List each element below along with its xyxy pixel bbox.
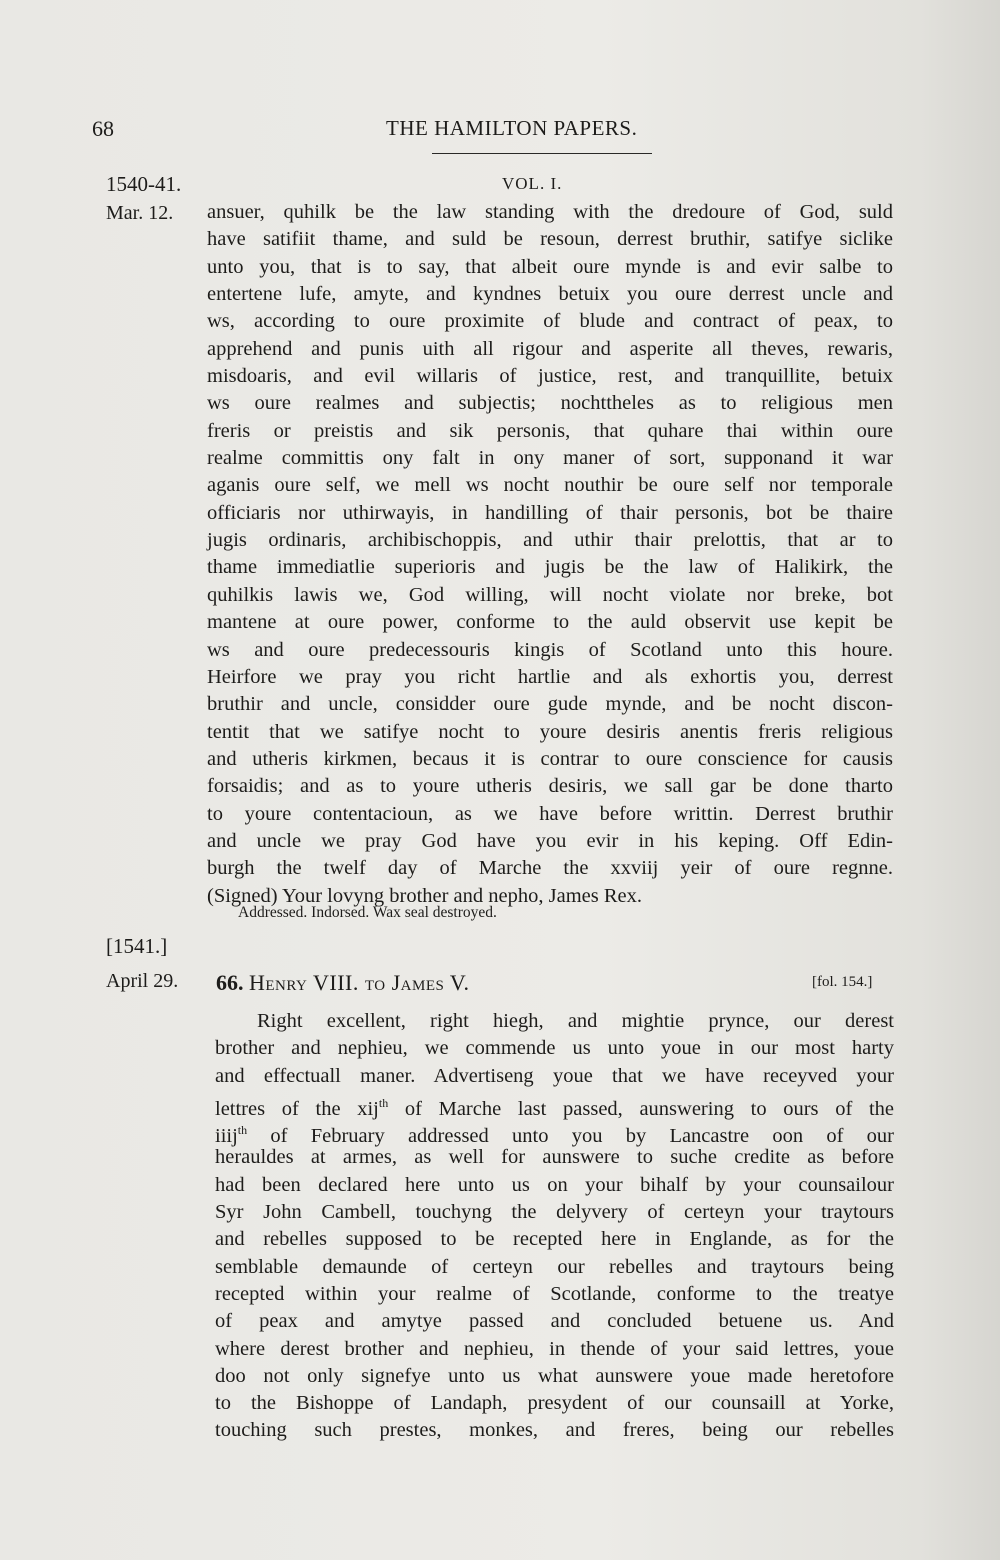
running-title: THE HAMILTON PAPERS. — [386, 116, 638, 140]
text-line: thame immediatlie superioris and jugis be the law of Halikirk, the — [207, 556, 893, 579]
ordinal-suffix: th — [237, 1123, 248, 1138]
text-line: bruthir and uncle, considder oure gude mynde, and be nocht discon- — [207, 693, 893, 716]
text-line: and effectuall maner. Advertiseng youe that we have receyved your — [215, 1064, 894, 1087]
text-line: officiaris nor uthirwayis, in handilling of thair personis, bot be thaire — [207, 501, 893, 524]
text-line: apprehend and punis uith all rigour and asperite all theves, rewaris, — [207, 337, 893, 360]
text-line: unto you, that is to say, that albeit oure mynde is and evir salbe to — [207, 255, 893, 278]
text-line: brother and nephieu, we commende us unto youe in our most harty — [215, 1037, 894, 1060]
text-line: had been declared here unto us on your bihalf by your counsailour — [215, 1173, 894, 1196]
text-line: iiij$^{th}$ of February addressed unto you by Lancastre oon of our — [215, 1123, 894, 1148]
text-line: lettres of the xij$^{th}$ of Marche last passed, aunswering to ours of the — [215, 1095, 894, 1120]
text-line: entertene lufe, amyte, and kyndnes betuix you oure derrest uncle and — [207, 283, 893, 306]
text-line: Heirfore we pray you richt hartlie and als exhortis you, derrest — [207, 665, 893, 688]
endorsement-note: Addressed. Indorsed. Wax seal destroyed. — [238, 904, 497, 921]
text-line: aganis oure self, we mell ws nocht nouthir be oure self nor temporale — [207, 474, 893, 497]
text-line: semblable demaunde of certeyn our rebelles and traytours being — [215, 1255, 894, 1278]
text-line: Syr John Cambell, touchyng the delyvery of certeyn your traytours — [215, 1201, 894, 1224]
text-line: ws, according to oure proximite of blude and contract of peax, to — [207, 310, 893, 333]
text-line: ws oure realmes and subjectis; nochttheles as to religious men — [207, 392, 893, 415]
entry1-text — [207, 199, 893, 910]
text-line: and rebelles supposed to be recepted here in Englande, as for the — [215, 1228, 894, 1251]
text-line: burgh the twelf day of Marche the xxviij yeir of oure regnne. — [207, 857, 893, 880]
text-line: recepted within your realme of Scotlande, conforme to the treatye — [215, 1282, 894, 1305]
entry1-date: Mar. 12. — [106, 202, 174, 224]
text-line: ansuer, quhilk be the law standing with the dredoure of God, suld — [207, 201, 893, 223]
text-line: quhilkis lawis we, God willing, will nocht violate nor breke, bot — [207, 583, 893, 606]
text-line: forsaidis; and as to youre utheris desiris, we sall gar be done tharto — [207, 775, 893, 798]
text-line: to the Bishoppe of Landaph, presydent of our counsaill at Yorke, — [215, 1392, 894, 1415]
text-line: realme committis ony falt in ony maner of sort, supponand it war — [207, 447, 893, 470]
page-number: 68 — [92, 116, 114, 141]
year-range: 1540-41. — [106, 172, 182, 196]
text-line: Right excellent, right hiegh, and mightie prynce, our derest — [257, 1010, 894, 1032]
entry2-year: [1541.] — [106, 934, 168, 958]
text-line: to youre contentacioun, as we have before writtin. Derrest bruthir — [207, 802, 893, 825]
text-line: freris or preistis and sik personis, that quhare thai within oure — [207, 419, 893, 442]
text-line: ws and oure predecessouris kingis of Scotland unto this houre. — [207, 638, 893, 661]
document-title: Henry VIII. to James V. — [249, 970, 470, 995]
entry2-text — [215, 1008, 894, 1445]
text-line: mantene at oure power, conforme to the auld observit use kepit be — [207, 611, 893, 634]
text-line: herauldes at armes, as well for aunswere to suche credite as before — [215, 1146, 894, 1169]
text-line: and utheris kirkmen, becaus it is contrar to oure conscience for causis — [207, 747, 893, 770]
text-line: touching such prestes, monkes, and freres, being our rebelles — [215, 1419, 894, 1442]
entry2-date: April 29. — [106, 970, 179, 992]
ordinal-suffix: th — [378, 1095, 389, 1110]
volume-label: VOL. I. — [502, 174, 563, 193]
text-line: and uncle we pray God have you evir in his keping. Off Edin- — [207, 829, 893, 852]
document-number: 66. — [216, 970, 244, 995]
text-line: of peax and amytye passed and concluded betuene us. And — [215, 1310, 894, 1333]
text-line: jugis ordinaris, archibischoppis, and uthir thair prelottis, that ar to — [207, 529, 893, 552]
text-line: where derest brother and nephieu, in thende of your said lettres, youe — [215, 1337, 894, 1360]
text-line: tentit that we satifye nocht to youre desiris anentis freris religious — [207, 720, 893, 743]
document-heading — [216, 970, 469, 996]
text-line: doo not only signefye unto us what aunswere youe made heretofore — [215, 1364, 894, 1387]
folio-reference: [fol. 154.] — [812, 974, 873, 990]
text-line: misdoaris, and evil willaris of justice, rest, and tranquillite, betuix — [207, 365, 893, 388]
header-rule — [432, 153, 652, 154]
text-line: (Signed) Your lovyng brother and nepho, James Rex. — [207, 884, 643, 907]
text-line: have satifiit thame, and suld be resoun, derrest bruthir, satifye siclike — [207, 228, 893, 251]
